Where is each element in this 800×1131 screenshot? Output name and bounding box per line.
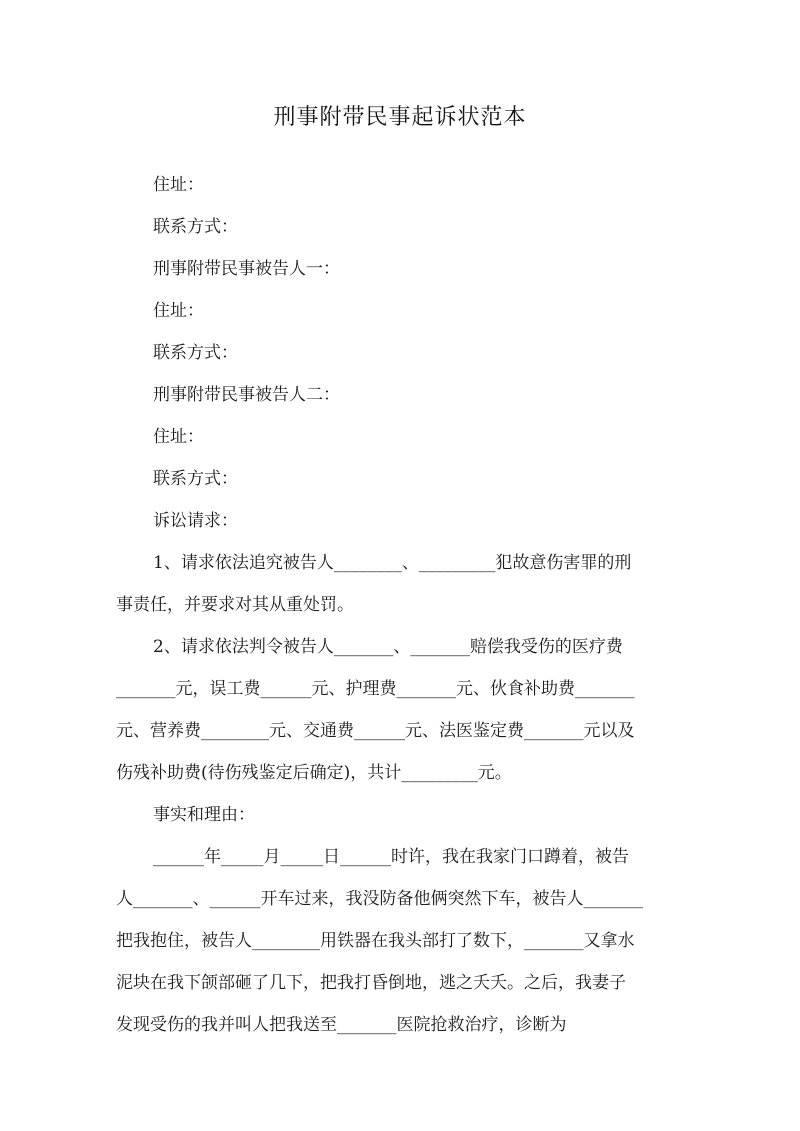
facts-paragraph-line: 发现受伤的我并叫人把我送至_______医院抢救治疗，诊断为 — [116, 1015, 567, 1035]
document-title: 刑事附带民事起诉状范本 — [273, 105, 527, 130]
claim-two-line: 2、请求依法判令被告人_______、_______赔偿我受伤的医疗费 — [153, 637, 623, 657]
claim-two-line: 元、营养费________元、交通费______元、法医鉴定费_______元以及 — [116, 721, 635, 741]
facts-heading: 事实和理由： — [153, 805, 255, 825]
claims-heading: 诉讼请求： — [153, 511, 238, 531]
claim-one-line: 1、请求依法追究被告人________、_________犯故意伤害罪的刑 — [153, 553, 632, 573]
claim-two-line: 伤残补助费(待伤残鉴定后确定)，共计_________元。 — [116, 763, 512, 783]
plaintiff-address-label: 住址： — [153, 175, 204, 195]
defendant-one-label: 刑事附带民事被告人一： — [153, 259, 340, 279]
claim-one-line: 事责任，并要求对其从重处罚。 — [116, 595, 354, 615]
defendant-one-address-label: 住址： — [153, 301, 204, 321]
defendant-two-address-label: 住址： — [153, 427, 204, 447]
plaintiff-contact-label: 联系方式： — [153, 217, 238, 237]
claim-two-line: _______元，误工费______元、护理费_______元、伙食补助费_______ — [116, 679, 635, 699]
defendant-two-contact-label: 联系方式： — [153, 469, 238, 489]
defendant-two-label: 刑事附带民事被告人二： — [153, 385, 340, 405]
defendant-one-contact-label: 联系方式： — [153, 343, 238, 363]
facts-paragraph-line: ______年_____月_____日______时许，我在我家门口蹲着，被告 — [153, 847, 629, 867]
facts-paragraph-line: 把我抱住，被告人________用铁器在我头部打了数下，_______又拿水 — [116, 931, 635, 951]
facts-paragraph-line: 人_______、______开车过来，我没防备他俩突然下车，被告人_______ — [116, 889, 643, 909]
facts-paragraph-line: 泥块在我下颌部砸了几下，把我打昏倒地，逃之夭夭。之后，我妻子 — [116, 973, 626, 993]
